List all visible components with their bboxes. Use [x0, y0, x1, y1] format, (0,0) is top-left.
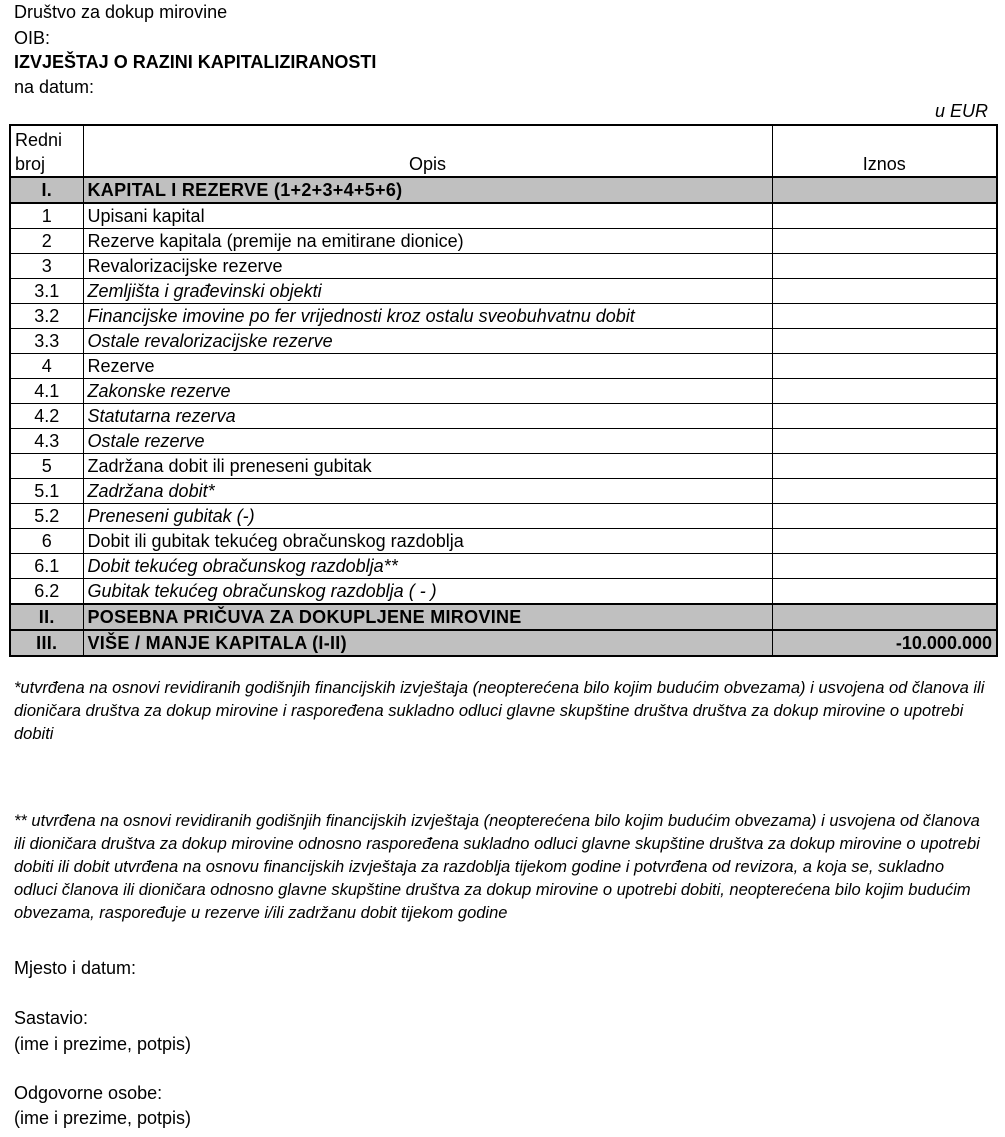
row-number: 5: [10, 454, 83, 479]
row-amount: [772, 604, 997, 630]
table-row: [10, 304, 997, 329]
table-row: [10, 279, 997, 304]
row-number: III.: [10, 630, 83, 656]
row-description: Revalorizacijske rezerve: [83, 254, 772, 279]
row-description: KAPITAL I REZERVE (1+2+3+4+5+6): [83, 177, 772, 203]
row-description: Zemljišta i građevinski objekti: [83, 279, 772, 304]
table-row: [10, 177, 997, 203]
row-description: Upisani kapital: [83, 203, 772, 229]
footnote-2: ** utvrđena na osnovi revidiranih godišnjih financijskih izvještaja (neopterećena bilo kojim budućim obvezama) i usvojena od članova ili dioničara društva za dokup mirovine odnosno raspoređena sukladno odluci glavne skupštine društva za dokup mirovine o upotrebi dobiti ili dobit utvrđena na osnovu financijskih izvještaja za razdoblja tijekom godine i potvrđena od revizora, a koja se, sukladno odluci članova ili dioničara odnosno glavne skupštine društva za dokup mirovine o upotrebi dobiti, neopterećena bilo kojim budućim obvezama, raspoređuje u rezerve i/ili zadržanu dobit tijekom godine: [14, 812, 980, 922]
row-amount: [772, 554, 997, 579]
row-amount: [772, 177, 997, 203]
table-row: [10, 429, 997, 454]
row-description: Rezerve: [83, 354, 772, 379]
table-row: [10, 604, 997, 630]
row-description: Zakonske rezerve: [83, 379, 772, 404]
capitalization-table: [9, 124, 998, 657]
table-row: [10, 554, 997, 579]
row-number: 6.2: [10, 579, 83, 605]
table-row: [10, 229, 997, 254]
table-row: [10, 504, 997, 529]
row-description: Statutarna rezerva: [83, 404, 772, 429]
place-date-label: Mjesto i datum:: [14, 958, 137, 978]
row-amount: [772, 354, 997, 379]
oib-label: OIB:: [14, 28, 51, 48]
table-row: [10, 454, 997, 479]
row-description: Rezerve kapitala (premije na emitirane dionice): [83, 229, 772, 254]
row-description: Dobit ili gubitak tekućeg obračunskog razdoblja: [83, 529, 772, 554]
row-description: VIŠE / MANJE KAPITALA (I-II): [83, 630, 772, 656]
row-number: 5.2: [10, 504, 83, 529]
row-amount: [772, 329, 997, 354]
row-description: Gubitak tekućeg obračunskog razdoblja ( - ): [83, 579, 772, 605]
table-header-row: [10, 125, 997, 177]
row-number: 4: [10, 354, 83, 379]
row-description: POSEBNA PRIČUVA ZA DOKUPLJENE MIROVINE: [83, 604, 772, 630]
row-number: 2: [10, 229, 83, 254]
table-row: [10, 479, 997, 504]
responsible-signature-hint: (ime i prezime, potpis): [14, 1108, 192, 1128]
row-description: Financijske imovine po fer vrijednosti kroz ostalu sveobuhvatnu dobit: [83, 304, 772, 329]
row-number: I.: [10, 177, 83, 203]
table-row: [10, 329, 997, 354]
footnote-1: *utvrđena na osnovi revidiranih godišnjih financijskih izvještaja (neopterećena bilo kojim budućim obvezama) i usvojena od članova ili dioničara društva za dokup mirovine i raspoređena sukladno odluci glavne skupštine društva društva za dokup mirovine o upotrebi dobiti: [14, 679, 985, 743]
row-amount: [772, 279, 997, 304]
row-number: 4.1: [10, 379, 83, 404]
row-description: Zadržana dobit*: [83, 479, 772, 504]
row-number: 6: [10, 529, 83, 554]
compiled-signature-hint: (ime i prezime, potpis): [14, 1034, 192, 1054]
row-amount: [772, 404, 997, 429]
row-number: 3.1: [10, 279, 83, 304]
row-description: Preneseni gubitak (-): [83, 504, 772, 529]
company-name: Društvo za dokup mirovine: [14, 2, 228, 22]
row-amount: [772, 229, 997, 254]
responsible-persons-label: Odgovorne osobe:: [14, 1083, 163, 1103]
table-row: [10, 529, 997, 554]
row-amount: [772, 479, 997, 504]
col-header-iznos: Iznos: [772, 125, 997, 177]
row-number: 1: [10, 203, 83, 229]
table-row: [10, 630, 997, 656]
row-number: 6.1: [10, 554, 83, 579]
row-amount: [772, 529, 997, 554]
row-amount: [772, 254, 997, 279]
row-amount: [772, 304, 997, 329]
currency-label: u EUR: [934, 101, 988, 121]
table-row: [10, 203, 997, 229]
row-amount: -10.000.000: [772, 630, 997, 656]
row-number: 3.3: [10, 329, 83, 354]
row-amount: [772, 203, 997, 229]
table-row: [10, 354, 997, 379]
row-amount: [772, 379, 997, 404]
row-amount: [772, 454, 997, 479]
date-label: na datum:: [14, 77, 95, 97]
row-number: 4.3: [10, 429, 83, 454]
row-description: Zadržana dobit ili preneseni gubitak: [83, 454, 772, 479]
table-row: [10, 379, 997, 404]
report-title: IZVJEŠTAJ O RAZINI KAPITALIZIRANOSTI: [14, 52, 377, 72]
col-header-redni: Redni broj: [10, 125, 83, 177]
row-number: II.: [10, 604, 83, 630]
row-amount: [772, 579, 997, 605]
table-row: [10, 404, 997, 429]
row-amount: [772, 429, 997, 454]
row-description: Dobit tekućeg obračunskog razdoblja**: [83, 554, 772, 579]
col-header-opis: Opis: [83, 125, 772, 177]
row-amount: [772, 504, 997, 529]
row-description: Ostale rezerve: [83, 429, 772, 454]
row-number: 5.1: [10, 479, 83, 504]
table-row: [10, 579, 997, 605]
row-description: Ostale revalorizacijske rezerve: [83, 329, 772, 354]
row-number: 4.2: [10, 404, 83, 429]
row-number: 3.2: [10, 304, 83, 329]
compiled-by-label: Sastavio:: [14, 1008, 89, 1028]
table-row: [10, 254, 997, 279]
row-number: 3: [10, 254, 83, 279]
